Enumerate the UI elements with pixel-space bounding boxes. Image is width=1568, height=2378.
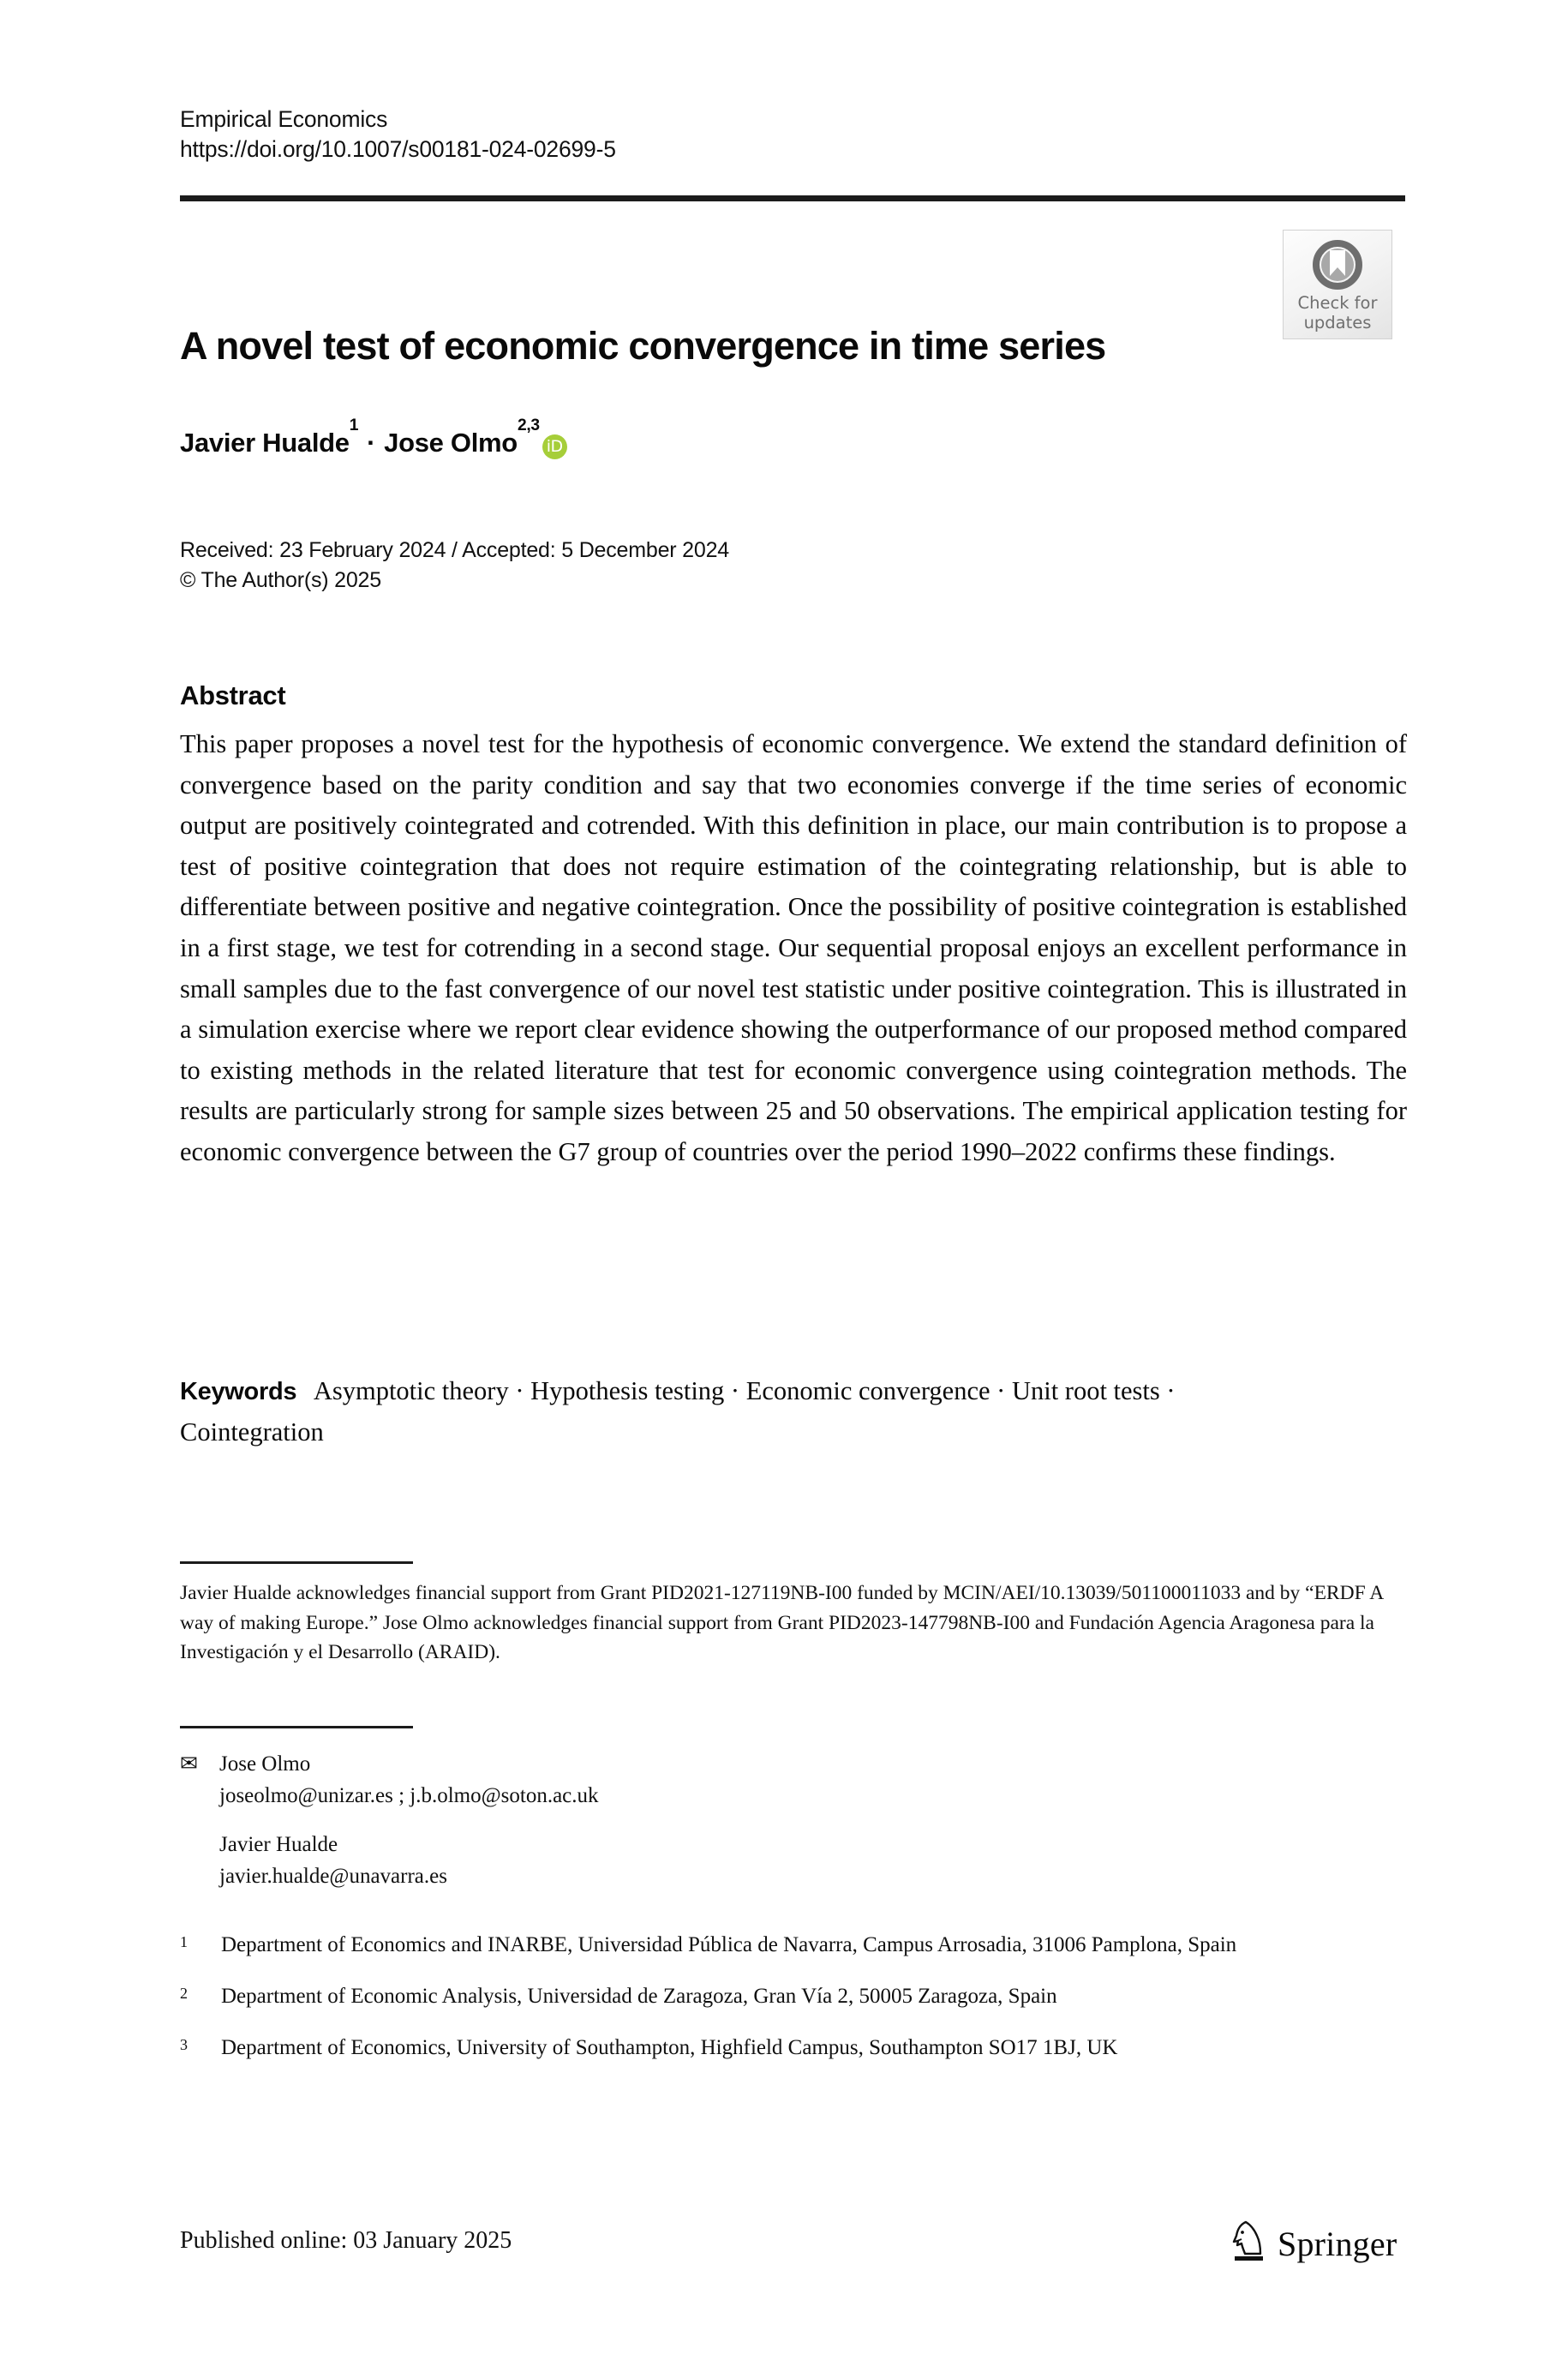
springer-knight-icon [1232, 2219, 1270, 2268]
crossmark-line-1: Check for [1297, 293, 1378, 313]
author-name-1: Javier Hualde [180, 428, 350, 458]
second-author-name: Javier Hualde [219, 1833, 338, 1856]
footnote-divider-bottom [180, 1726, 413, 1728]
footnote-divider-top [180, 1561, 413, 1564]
keywords-list: Asymptotic theory · Hypothesis testing · Economic convergence · Unit root tests · Cointegration [180, 1376, 1176, 1447]
second-author-email[interactable]: javier.hualde@unavarra.es [219, 1865, 447, 1888]
abstract-text: This paper proposes a novel test for the hypothesis of economic convergence. We extend the standard definition of convergence based on the parity condition and say that two economies converge if the time series of economic output are positively cointegrated and cotrended. With this definition in place, our main contribution is to propose a test of positive cointegration that does not require estimation of the cointegrating relationship, but is able to differentiate between positive and negative cointegration. Once the possibility of positive cointegration is established in a first stage, we test for cotrending in a second stage. Our sequential proposal enjoys an excellent performance in small samples due to the fast convergence of our novel test statistic under positive cointegration. This is illustrated in a simulation exercise where we report clear evidence showing the outperformance of our proposed method compared to existing methods in the related literature that test for economic convergence using cointegration methods. The results are particularly strong for sample sizes between 25 and 50 observations. The empirical application testing for economic convergence between the G7 group of countries over the period 1990–2022 confirms these findings. [180, 729, 1407, 1166]
keywords-block [180, 1371, 1208, 1453]
corresponding-author-name: Jose Olmo [219, 1752, 311, 1776]
crossmark-bookmark-icon [1311, 238, 1364, 291]
springer-logo [1232, 2219, 1397, 2268]
published-online-date: Published online: 03 January 2025 [180, 2227, 512, 2254]
corresponding-author-emails[interactable]: joseolmo@unizar.es ; j.b.olmo@soton.ac.uk [219, 1784, 599, 1807]
journal-name: Empirical Economics [180, 106, 388, 132]
affiliation-text: Department of Economics, University of Southampton, Highfield Campus, Southampton SO17 1BJ, UK [221, 2036, 1118, 2059]
corresponding-author-row [180, 1748, 1122, 1892]
affiliation-list [180, 1930, 1400, 2064]
publication-dates [180, 536, 729, 596]
affiliation-number: 3 [180, 2036, 188, 2053]
affiliation-number: 1 [180, 1933, 188, 1950]
crossmark-line-2: updates [1303, 313, 1372, 332]
crossmark-label [1298, 293, 1378, 332]
affiliation-text: Department of Economic Analysis, Universidad de Zaragoza, Gran Vía 2, 50005 Zaragoza, Spain [221, 1985, 1057, 2008]
funding-acknowledgement: Javier Hualde acknowledges financial support from Grant PID2021-127119NB-I00 funded by MCIN/AEI/10.13039/501100011033 and by “ERDF A way of making Europe.” Jose Olmo acknowledges financial support from Grant PID2023-147798NB-I00 and Fundación Agencia Aragonesa para la Investigación y el Desarrollo (ARAID). [180, 1582, 1383, 1663]
header-divider [180, 195, 1405, 201]
corresponding-author-group [219, 1748, 1122, 1812]
envelope-icon: ✉ [180, 1752, 198, 1776]
affiliation-item [180, 1930, 1400, 1961]
keywords-label: Keywords [180, 1378, 297, 1405]
journal-header [180, 105, 616, 165]
affiliation-item [180, 2033, 1400, 2064]
affiliation-text: Department of Economics and INARBE, Universidad Pública de Navarra, Campus Arrosadia, 31006 Pamplona, Spain [221, 1933, 1237, 1956]
springer-wordmark: Springer [1278, 2224, 1397, 2263]
copyright-line: © The Author(s) 2025 [180, 568, 381, 592]
affiliation-number: 2 [180, 1985, 188, 2002]
author-separator: · [367, 428, 376, 458]
received-accepted-line: Received: 23 February 2024 / Accepted: 5 December 2024 [180, 538, 729, 562]
page-title: A novel test of economic convergence in time series [180, 324, 1106, 368]
article-first-page [180, 0, 1405, 2378]
affiliation-item [180, 1981, 1400, 2012]
check-for-updates-badge[interactable] [1283, 230, 1392, 339]
author-name-2: Jose Olmo [384, 428, 518, 458]
contact-block [180, 1748, 1122, 1892]
orcid-id-icon[interactable]: iD [542, 434, 567, 459]
abstract-heading: Abstract [180, 680, 286, 710]
doi-link[interactable]: https://doi.org/10.1007/s00181-024-02699-5 [180, 136, 616, 162]
second-author-group [219, 1829, 1122, 1892]
author-list: Javier Hualde 1 · Jose Olmo 2,3 iD [180, 426, 567, 460]
